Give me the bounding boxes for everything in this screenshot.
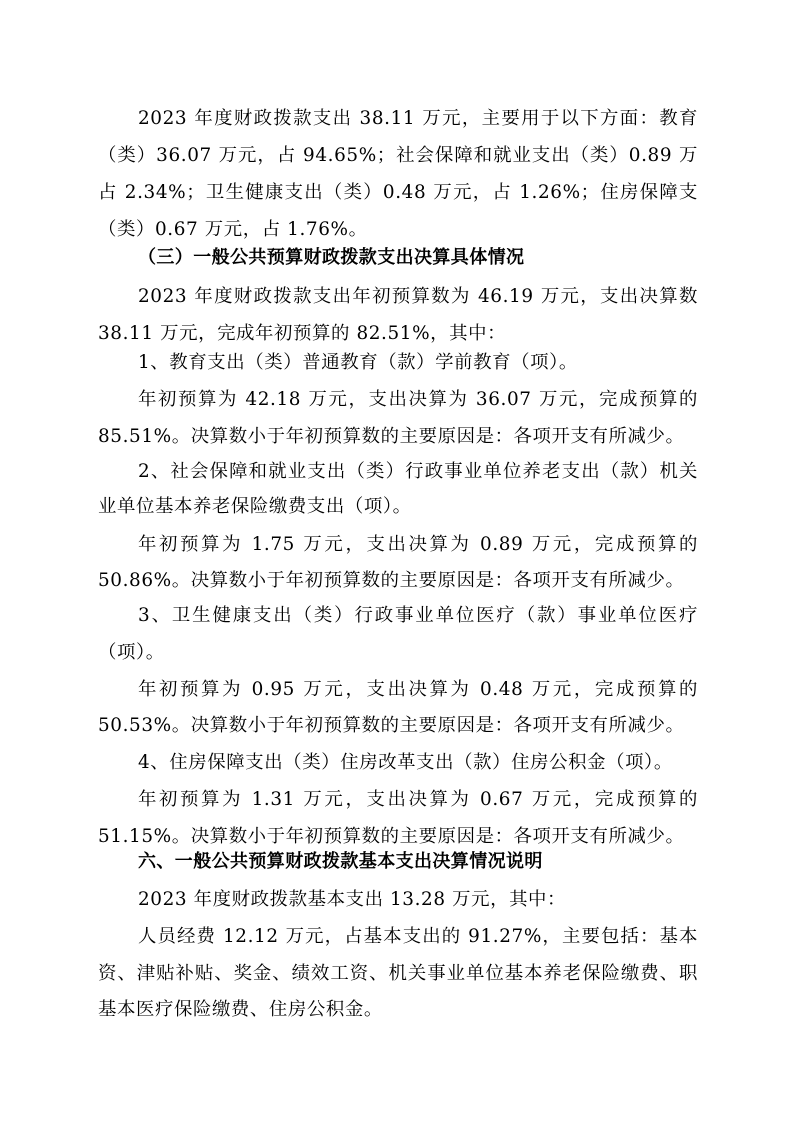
item-1-text-line-2: 85.51%。决算数小于年初预算数的主要原因是：各项开支有所减少。: [98, 426, 685, 447]
paragraph-personnel-costs-line-1: 人员经费 12.12 万元，占基本支出的 91.27%，主要包括：基本: [138, 926, 698, 947]
paragraph-budget-summary-line-2: 38.11 万元，完成年初预算的 82.51%，其中：: [98, 323, 507, 344]
paragraph-basic-expenditure: 2023 年度财政拨款基本支出 13.28 万元，其中：: [138, 889, 567, 910]
paragraph-expenditure-summary-line-4: （类）0.67 万元，占 1.76%。: [98, 219, 368, 240]
section-heading-3: （三）一般公共预算财政拨款支出决算具体情况: [138, 247, 525, 268]
paragraph-budget-summary-line-1: 2023 年度财政拨款支出年初预算数为 46.19 万元，支出决算数: [138, 286, 698, 307]
paragraph-expenditure-summary-line-2: （类）36.07 万元，占 94.65%；社会保障和就业支出（类）0.89 万: [98, 145, 698, 166]
item-2-text-line-1: 年初预算为 1.75 万元，支出决算为 0.89 万元，完成预算的: [138, 534, 698, 555]
item-4-title: 4、住房保障支出（类）住房改革支出（款）住房公积金（项）。: [138, 752, 673, 773]
item-4-text-line-1: 年初预算为 1.31 万元，支出决算为 0.67 万元，完成预算的: [138, 789, 698, 810]
item-4-text-line-2: 51.15%。决算数小于年初预算数的主要原因是：各项开支有所减少。: [98, 826, 685, 847]
item-2-title-line-1: 2、社会保障和就业支出（类）行政事业单位养老支出（款）机关: [138, 461, 698, 482]
paragraph-personnel-costs-line-2: 资、津贴补贴、奖金、绩效工资、机关事业单位基本养老保险缴费、职: [98, 963, 698, 984]
item-1-title: 1、教育支出（类）普通教育（款）学前教育（项）。: [138, 352, 578, 373]
item-1-text-line-1: 年初预算为 42.18 万元，支出决算为 36.07 万元，完成预算的: [138, 389, 698, 410]
item-3-title-line-2: （项）。: [98, 642, 165, 663]
section-heading-6: 六、一般公共预算财政拨款基本支出决算情况说明: [138, 851, 543, 872]
item-3-text-line-2: 50.53%。决算数小于年初预算数的主要原因是：各项开支有所减少。: [98, 715, 685, 736]
paragraph-expenditure-summary-line-1: 2023 年度财政拨款支出 38.11 万元，主要用于以下方面：教育: [138, 108, 698, 129]
paragraph-personnel-costs-line-3: 基本医疗保险缴费、住房公积金。: [98, 999, 383, 1020]
item-2-title-line-2: 业单位基本养老保险缴费支出（项）。: [98, 496, 412, 517]
item-3-text-line-1: 年初预算为 0.95 万元，支出决算为 0.48 万元，完成预算的: [138, 679, 698, 700]
item-3-title-line-1: 3、卫生健康支出（类）行政事业单位医疗（款）事业单位医疗: [138, 605, 698, 626]
paragraph-expenditure-summary-line-3: 占 2.34%；卫生健康支出（类）0.48 万元，占 1.26%；住房保障支: [98, 182, 698, 203]
item-2-text-line-2: 50.86%。决算数小于年初预算数的主要原因是：各项开支有所减少。: [98, 570, 685, 591]
